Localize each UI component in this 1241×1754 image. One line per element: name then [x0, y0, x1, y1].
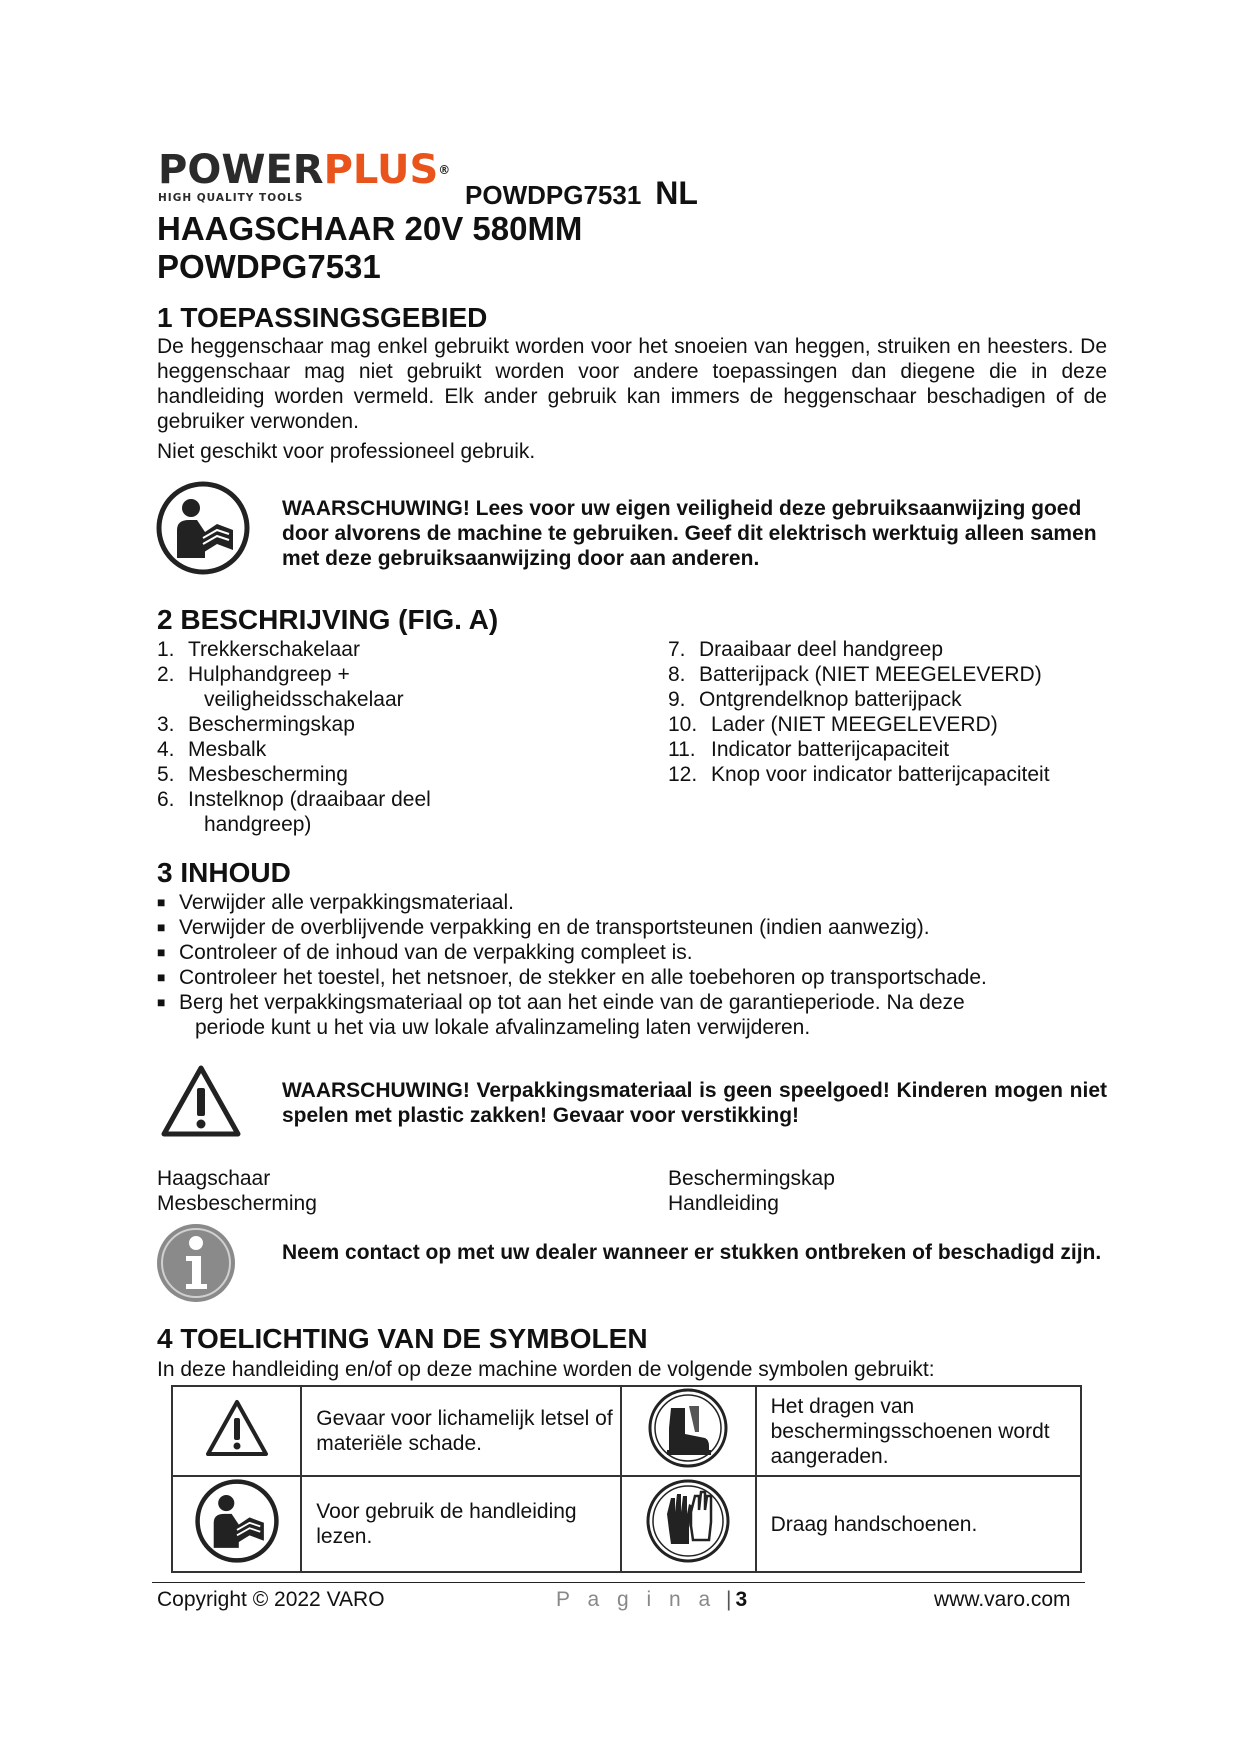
list-item: 12. Knop voor indicator batterijcapaciteit [668, 763, 1050, 786]
warning-triangle-icon [160, 1064, 242, 1138]
info-icon [155, 1222, 237, 1304]
logo-registered: ® [438, 163, 451, 177]
contents-item: Haagschaar [157, 1167, 271, 1190]
list-item: 8. Batterijpack (NIET MEEGELEVERD) [668, 663, 1042, 686]
list-item: ■ Controleer het toestel, het netsnoer, de stekker en alle toebehoren op transportschade. [157, 966, 987, 989]
header-language: NL [655, 175, 698, 211]
table-row [172, 1476, 1081, 1572]
info-text: Neem contact op met uw dealer wanneer er stukken ontbreken of beschadigd zijn. [282, 1241, 1102, 1264]
section-1-note: Niet geschikt voor professioneel gebruik. [157, 440, 536, 463]
table-row [172, 1386, 1081, 1476]
logo-wordmark [158, 147, 451, 193]
section-3-heading: 3 INHOUD [157, 857, 291, 888]
section-3-warning: WAARSCHUWING! Verpakkingsmateriaal is geen speelgoed! Kinderen mogen niet spelen met plastic zakken! Gevaar voor verstikking! [282, 1079, 1107, 1127]
section-4-intro: In deze handleiding en/of op deze machine worden de volgende symbolen gebruikt: [157, 1358, 935, 1381]
logo-plus: PLUS [323, 147, 439, 193]
contents-item: Mesbescherming [157, 1192, 317, 1215]
logo-tagline: HIGH QUALITY TOOLS [158, 192, 304, 204]
list-item-continued: periode kunt u het via uw lokale afvalinzameling laten verwijderen. [195, 1016, 811, 1039]
header-model-code: POWDPG7531 [465, 180, 642, 210]
section-2-heading: 2 BESCHRIJVING (FIG. A) [157, 604, 499, 635]
symbol-description: Draag handschoenen. [756, 1476, 1081, 1572]
list-item: 3. Beschermingskap [157, 713, 355, 736]
header-model [465, 175, 698, 212]
symbol-cell [621, 1476, 756, 1572]
footer-divider [152, 1582, 1085, 1583]
list-item: ■ Verwijder de overblijvende verpakking en de transportsteunen (indien aanwezig). [157, 916, 930, 939]
section-1-warning: WAARSCHUWING! Lees voor uw eigen veiligheid deze gebruiksaanwijzing goed door alvorens de machine te gebruiken. Geef dit elektrisch werktuig alleen samen met deze gebruiksaanwijzing door aan anderen. [282, 497, 1097, 570]
contents-item: Beschermingskap [668, 1167, 835, 1190]
section-1-paragraph: De heggenschaar mag enkel gebruikt worden voor het snoeien van heggen, struiken en heesters. De heggenschaar mag niet gebruikt worden voor andere toepassingen dan diegene die in deze handleiding worden vermeld. Elk ander gebruik kan immers de heggenschaar beschadigen of de gebruiker verwonden. [157, 335, 1107, 433]
list-item: 4. Mesbalk [157, 738, 267, 761]
read-manual-icon [155, 480, 251, 576]
symbol-cell [621, 1386, 756, 1476]
list-item: 11. Indicator batterijcapaciteit [668, 738, 950, 761]
list-item: ■ Verwijder alle verpakkingsmateriaal. [157, 891, 514, 914]
footer-separator: | [726, 1588, 732, 1611]
symbol-description: Gevaar voor lichamelijk letsel of materiële schade. [301, 1386, 620, 1476]
list-item: 9. Ontgrendelknop batterijpack [668, 688, 962, 711]
section-1-heading: 1 TOEPASSINGSGEBIED [157, 302, 488, 333]
symbol-cell [172, 1386, 301, 1476]
list-item: 7. Draaibaar deel handgreep [668, 638, 944, 661]
section-4-heading: 4 TOELICHTING VAN DE SYMBOLEN [157, 1323, 648, 1354]
symbol-description: Het dragen van beschermingsschoenen wordt aangeraden. [756, 1386, 1081, 1476]
list-item: ■ Berg het verpakkingsmateriaal op tot aan het einde van de garantieperiode. Na deze [157, 991, 965, 1014]
footer-pagina-label: P a g i n a [556, 1588, 717, 1611]
list-item: ■ Controleer of de inhoud van de verpakking compleet is. [157, 941, 693, 964]
list-item: 10. Lader (NIET MEEGELEVERD) [668, 713, 998, 736]
gloves-icon [645, 1478, 731, 1564]
contents-item: Handleiding [668, 1192, 779, 1215]
doc-title: HAAGSCHAAR 20V 580MM [157, 210, 583, 247]
warning-triangle-icon [204, 1398, 270, 1458]
footer-url: www.varo.com [934, 1588, 1071, 1611]
parts-list-left [157, 637, 431, 837]
symbol-description: Voor gebruik de handleiding lezen. [301, 1476, 620, 1572]
footer-pagination [556, 1588, 747, 1612]
list-item: 6. Instelknop (draaibaar deel [157, 788, 431, 811]
symbol-cell [172, 1476, 301, 1572]
read-manual-icon [194, 1478, 280, 1564]
list-item: 2. Hulphandgreep + [157, 663, 350, 686]
contents-bullets [157, 890, 1117, 1040]
footer-page-number: 3 [735, 1588, 748, 1611]
logo-power: POWER [158, 147, 324, 193]
safety-boots-icon [645, 1388, 731, 1468]
doc-subtitle: POWDPG7531 [157, 248, 381, 285]
list-item: veiligheidsschakelaar [204, 688, 404, 711]
powerplus-logo [158, 147, 451, 204]
symbols-table [171, 1385, 1082, 1573]
parts-list-right [668, 637, 1050, 787]
list-item: 1. Trekkerschakelaar [157, 638, 360, 661]
footer-copyright: Copyright © 2022 VARO [157, 1588, 385, 1611]
list-item: 5. Mesbescherming [157, 763, 348, 786]
list-item: handgreep) [204, 813, 312, 836]
